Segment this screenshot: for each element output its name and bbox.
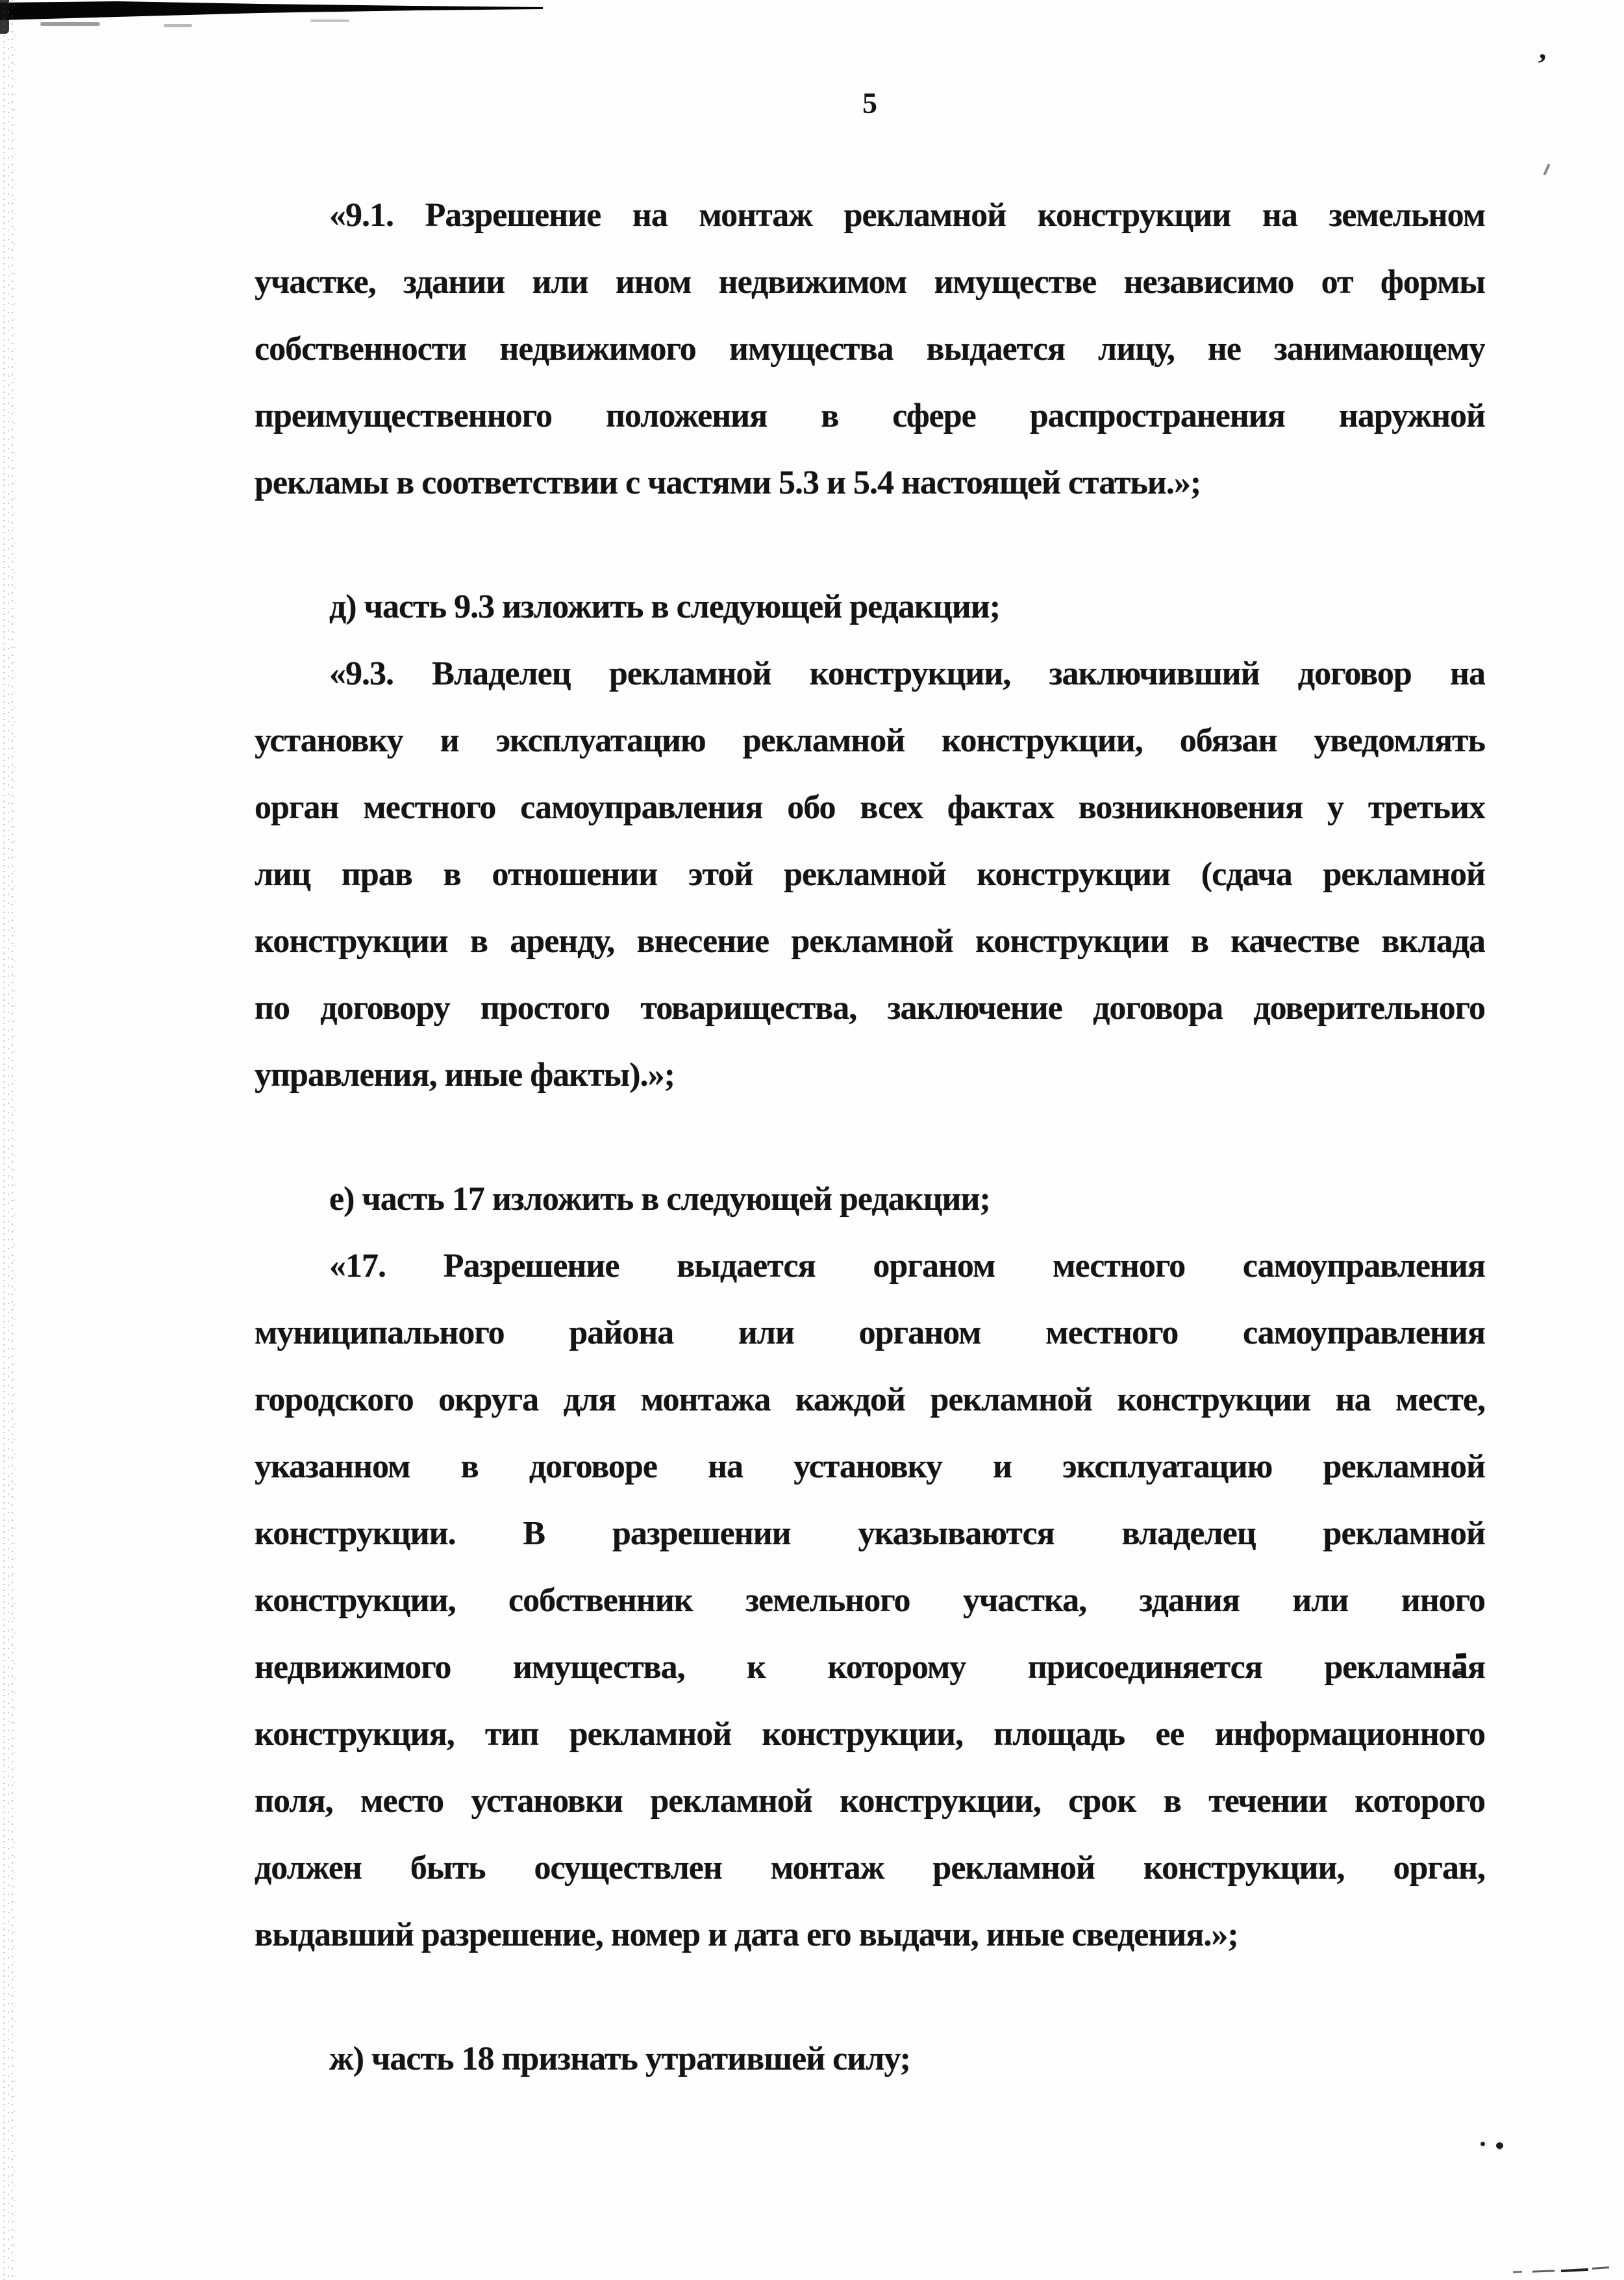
clause-d: [255, 573, 1485, 640]
text-line: конструкция, тип рекламной конструкции, площадь ее информационного: [255, 1716, 1485, 1753]
text-line: рекламы в соответствии с частями 5.3 и 5.4 настоящей статьи.»;: [255, 464, 1201, 501]
paragraph-9-1: [255, 182, 1485, 516]
paragraph-17: [255, 1233, 1485, 1968]
text-line: городского округа для монтажа каждой рекламной конструкции на месте,: [255, 1381, 1485, 1418]
scan-artifact-squiggle: [1592, 2266, 1609, 2270]
text-line: «17. Разрешение выдается органом местного самоуправления: [329, 1247, 1485, 1284]
scan-artifact-smudge: [310, 19, 349, 22]
text-line: муниципального района или органом местного самоуправления: [255, 1314, 1485, 1351]
clause-zh: [255, 2025, 1485, 2092]
scan-artifact-smudge: [164, 24, 192, 27]
scan-artifact-squiggle: [1513, 2271, 1522, 2273]
scan-noise-left-edge: [1, 0, 16, 2280]
text-line: установку и эксплуатацию рекламной конструкции, обязан уведомлять: [255, 722, 1485, 759]
text-line: управления, иные факты).»;: [255, 1057, 675, 1094]
scan-artifact-quote-mark: ’: [1534, 47, 1549, 81]
scan-artifact-smudge: [40, 22, 100, 26]
scan-artifact-corner-blob: [0, 0, 9, 34]
text-line: е) часть 17 изложить в следующей редакции;: [329, 1181, 990, 1218]
text-line: поля, место установки рекламной конструкции, срок в течении которого: [255, 1783, 1485, 1820]
scan-artifact-squiggle: [1561, 2268, 1588, 2272]
text-line: по договору простого товарищества, заключение договора доверительного: [255, 990, 1485, 1027]
text-line: д) часть 9.3 изложить в следующей редакции;: [329, 588, 1001, 625]
scan-artifact-dot: [1480, 2142, 1485, 2146]
scan-artifact-dot: [1496, 2142, 1503, 2149]
text-line: должен быть осуществлен монтаж рекламной конструкции, орган,: [255, 1849, 1485, 1886]
text-line: «9.3. Владелец рекламной конструкции, заключивший договор на: [329, 655, 1485, 692]
text-line: недвижимого имущества, к которому присоединяется рекламная: [255, 1649, 1485, 1686]
paragraph-9-3: [255, 640, 1485, 1109]
scan-artifact-squiggle: [1532, 2270, 1555, 2272]
text-line: «9.1. Разрешение на монтаж рекламной конструкции на земельном: [329, 197, 1485, 234]
text-line: участке, здании или ином недвижимом имуществе независимо от формы: [255, 264, 1485, 301]
text-line: преимущественного положения в сфере распространения наружной: [255, 397, 1485, 434]
clause-e: [255, 1166, 1485, 1233]
scan-artifact-top-bar: [0, 0, 545, 22]
page-number: 5: [862, 86, 877, 119]
text-line: собственности недвижимого имущества выдается лицу, не занимающему: [255, 331, 1485, 368]
text-line: ж) часть 18 признать утратившей силу;: [329, 2040, 910, 2077]
text-line: лиц прав в отношении этой рекламной конструкции (сдача рекламной: [255, 856, 1485, 893]
text-line: выдавший разрешение, номер и дата его выдачи, иные сведения.»;: [255, 1916, 1238, 1953]
scan-artifact-tick: [1543, 164, 1551, 175]
text-line: конструкции, собственник земельного участка, здания или иного: [255, 1582, 1485, 1619]
text-line: конструкции. В разрешении указываются владелец рекламной: [255, 1515, 1485, 1552]
text-line: орган местного самоуправления обо всех фактах возникновения у третьих: [255, 789, 1485, 826]
text-line: конструкции в аренду, внесение рекламной конструкции в качестве вклада: [255, 923, 1485, 960]
document-body: [255, 182, 1485, 2092]
text-line: указанном в договоре на установку и эксплуатацию рекламной: [255, 1448, 1485, 1485]
